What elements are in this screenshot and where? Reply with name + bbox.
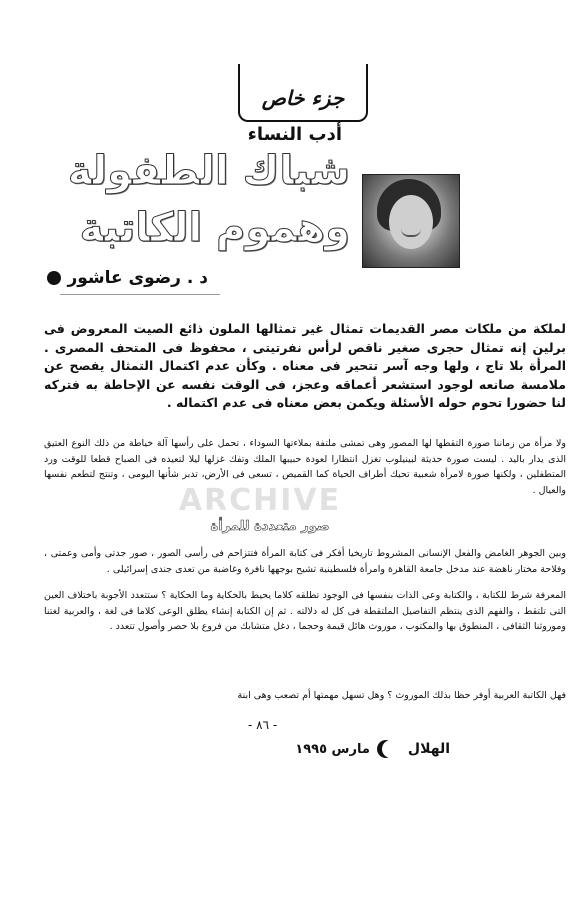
author-photo	[362, 174, 460, 268]
section-box	[238, 64, 368, 122]
article-title-line-2: وهموم الكاتبة	[79, 205, 350, 251]
section-label: جزء خاص	[261, 86, 345, 110]
lead-paragraph: لملكة من ملكات مصر القديمات تمثال غير تمثالها الملون ذائع الصيت المعروض فى برلين إنه تمثال حجرى صغير ناقص لرأس نفرتيتى ، محفوظ فى المتحف المصرى . المرأة بلا تاج ، ولها وجه آسر تتحير فى معناه . وكأن عدم اكتمال التمثال يفصح عن ملامسة صانعه لوجود استشعر أعماقه وعجز، فى الوقت نفسه عن الإحاطة به فتركه لنا حضورا تحوم حوله الأسئلة ويكمن بعض معناه فى عدم اكتماله .	[44, 321, 566, 410]
watermark: ARCHIVE	[178, 482, 342, 518]
category-label: أدب النساء	[247, 124, 342, 145]
footer	[295, 740, 450, 758]
subheading: صور متعددة للمرأة	[210, 519, 330, 534]
issue-date: مارس ١٩٩٥	[295, 741, 370, 757]
page-number: - ٨٦ -	[248, 718, 278, 732]
magazine-name: الهلال	[407, 741, 450, 757]
divider	[60, 294, 220, 295]
author-name: د . رضوى عاشور	[67, 268, 208, 288]
article-title-line-1: شباك الطفولة	[67, 148, 350, 194]
bullet-dot-icon	[47, 271, 61, 285]
paragraph-5: فهل الكاتبة العربية أوفر حظا بذلك الموروث ؟ وهل تسهل مهمتها أم تصعب وهى ابنة	[237, 690, 566, 701]
crescent-icon	[382, 740, 400, 758]
author-byline	[47, 268, 208, 288]
paragraph-2: ولا مرأة من زماننا صورة التقطها لها المصور وهى تمشى ملتفة بملاءتها السوداء ، تحمل على رأسها آلة خياطة من ذلك النوع العتيق الذى يدار باليد . ليست صورة حديثة لبينيلوب تغزل انتظارا لعودة حبيبها الملك وتفك غزلها ليلا لتعيده فى الصباح قطعا للوقت ورد المتطفلين ، ولكنها صورة لامرأة شعبية تحيك أطراف الحياة كما القميص ، تسعى فى الأرض، تدبر شأنها اليومى ، وتنتج لتطعم نفسها والعيال .	[44, 438, 566, 496]
paragraph-4: المعرفة شرط للكتابة ، والكتابة وعى الذات بنفسها فى الوجود تطلقه كلاما يحيط بالحكاية وما الحكاية ؟ ستتعدد الأجوبة باختلاف العين التى تلتقط ، والفهم الذى ينتظم التفاصيل الملتقطة فى كل له دلالته . ثم إن الكتابة إنشاء يطلق الوعى كلاما فى لغة ، والعربية لغتنا وموروثنا الثقافى ، المنطوق بها والمكتوب ، موروث هائل قيمة وحجما ، دغل متشابك من فروع بلا حصر وأصول تتعدد .	[44, 590, 566, 632]
paragraph-3: وبين الجوهر الغامض والفعل الإنسانى المشروط تاريخيا أفكر فى كتابة المرأة فتتزاحم فى رأسى الصور ، صور جدتى وأمى وعمتى ، وفلاحة مختار ناهضة عند مدخل جامعة القاهرة وامرأة فلسطينية تشيح بوجهها نافرة وغاضبة من تعدى جندى إسرائيلى .	[44, 548, 566, 575]
